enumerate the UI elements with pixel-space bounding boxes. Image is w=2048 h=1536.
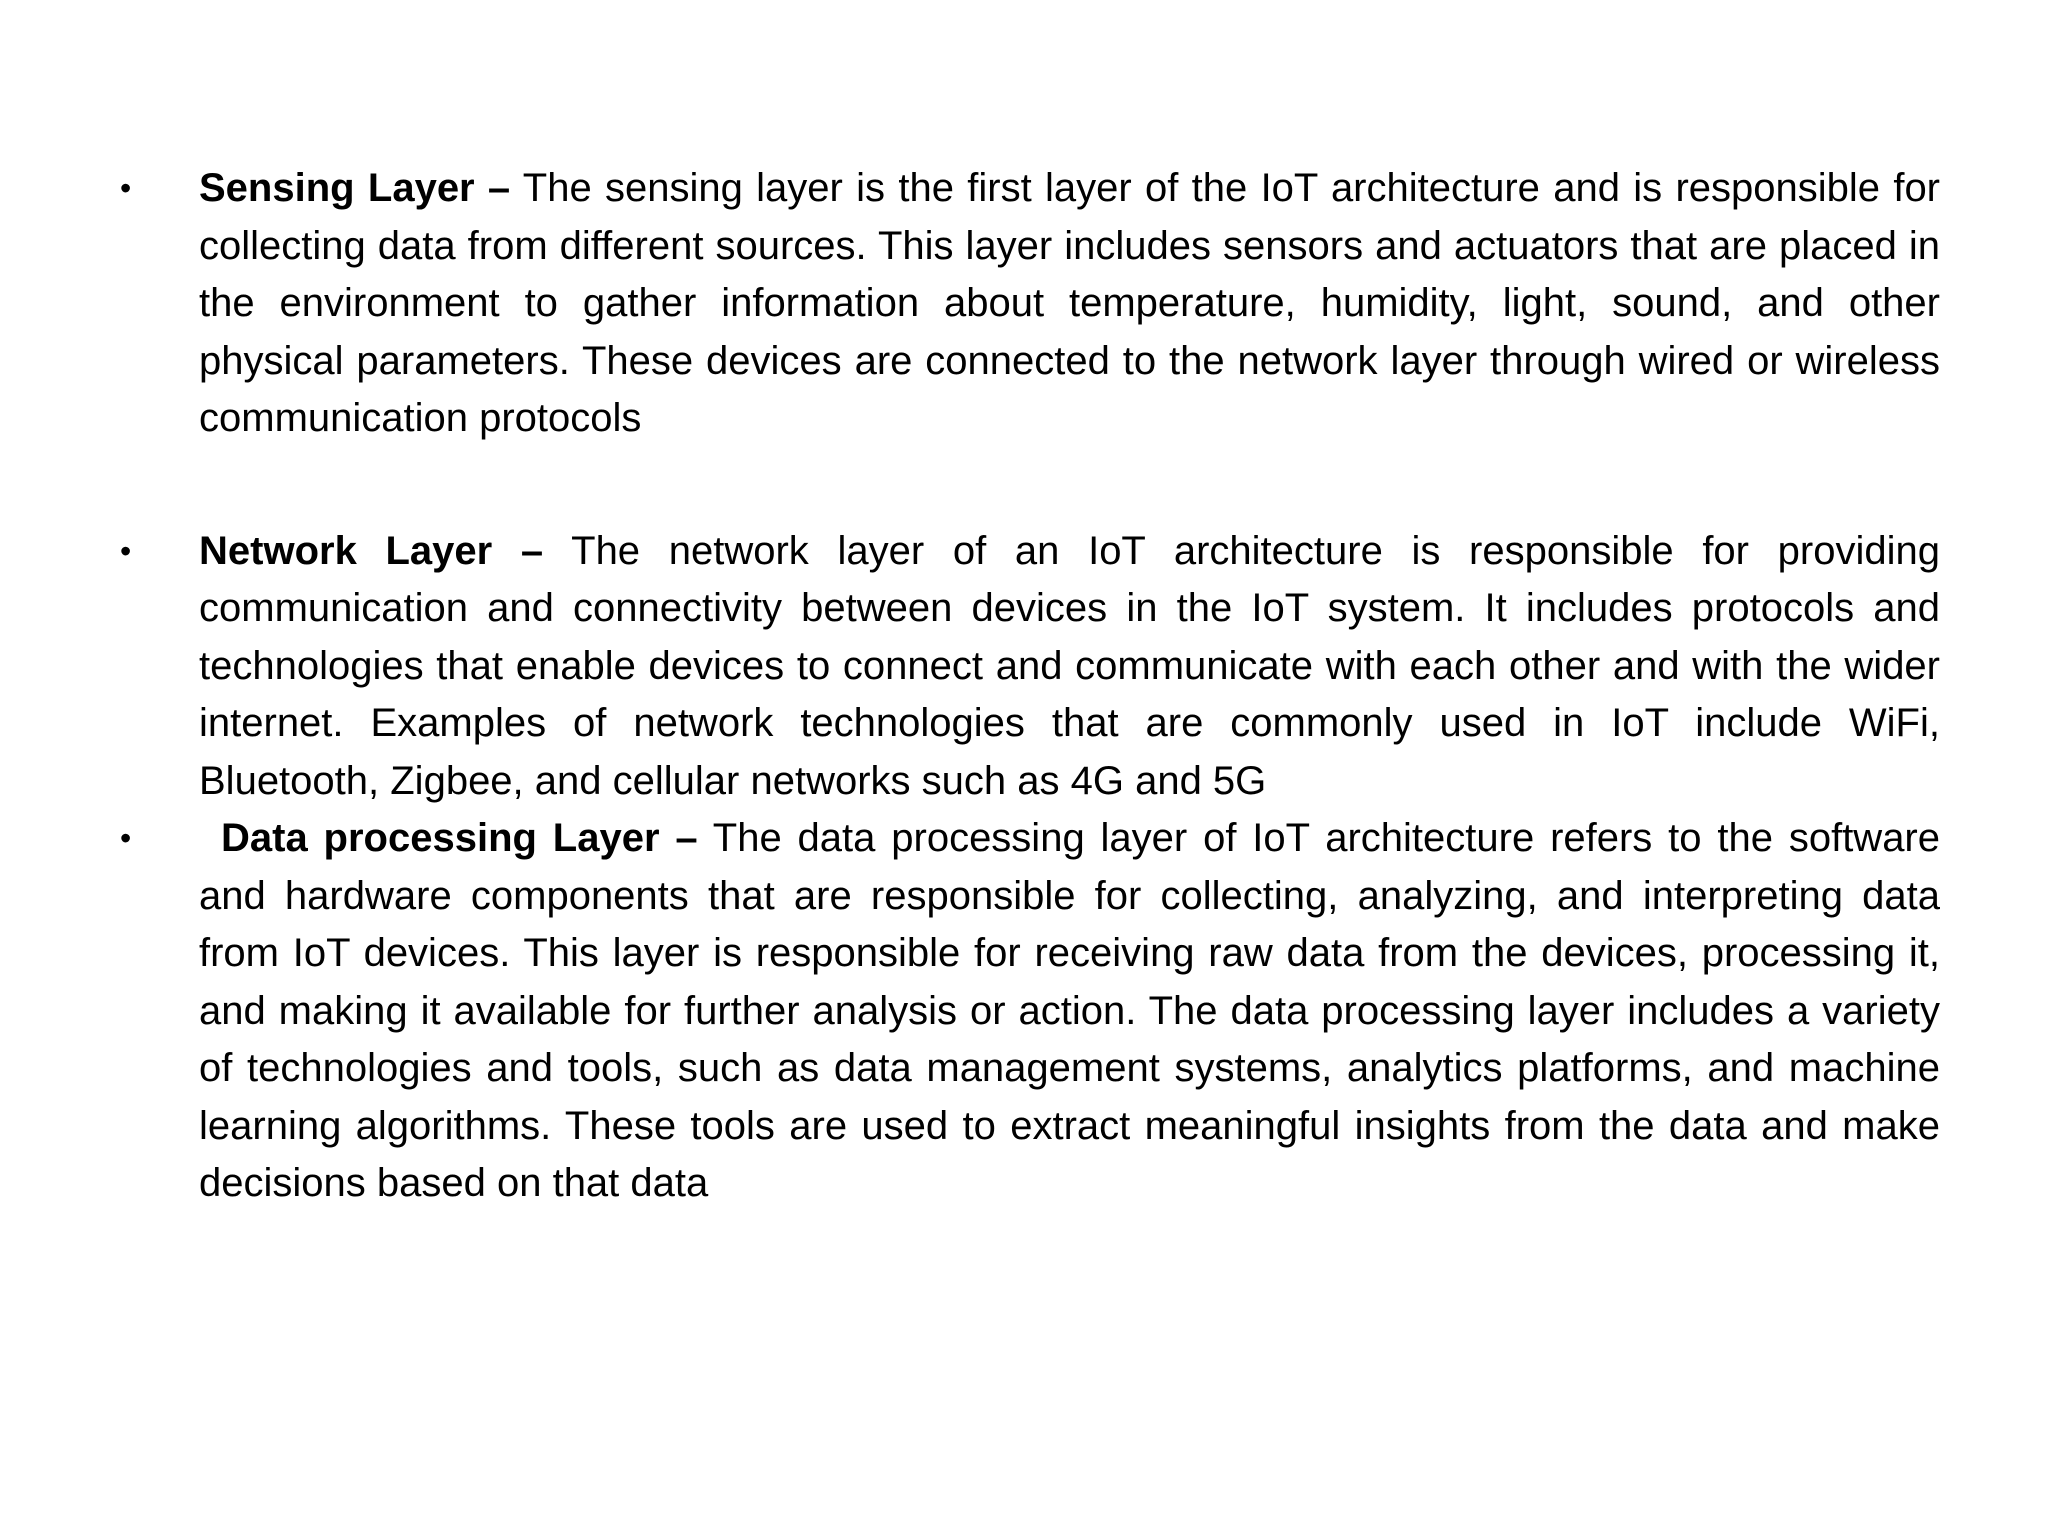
bullet-title: Data processing Layer – xyxy=(221,816,698,860)
bullet-dot-icon: • xyxy=(120,532,132,569)
bullet-dot-icon: • xyxy=(120,820,132,856)
bullet-text: The sensing layer is the first layer of the IoT architecture and is responsible for collecting data from different sources. This layer includes sensors and actuators that are placed in the environment to gather information about temperature, humidity, light, sound, and other physical parameters. These devices are connected to the network layer through wired or wireless communication protocols xyxy=(199,166,1941,440)
bullet-dot-icon: • xyxy=(120,170,132,206)
bullet-list xyxy=(120,160,1940,1213)
bullet-item-data-processing-layer xyxy=(120,810,1940,1213)
bullet-item-sensing-layer xyxy=(120,160,1940,448)
bullet-title: Network Layer – xyxy=(199,528,544,573)
bullet-text: The data processing layer of IoT architecture refers to the software and hardware components that are responsible for collecting, analyzing, and interpreting data from IoT devices. This layer is responsible for receiving raw data from the devices, processing it, and making it available for further analysis or action. The data processing layer includes a variety of technologies and tools, such as data management systems, analytics platforms, and machine learning algorithms. These tools are used to extract meaningful insights from the data and make decisions based on that data xyxy=(199,816,1941,1205)
bullet-item-network-layer xyxy=(120,523,1940,811)
bullet-title: Sensing Layer – xyxy=(199,166,511,210)
bullet-text: The network layer of an IoT architecture is responsible for providing communication and connectivity between devices in the IoT system. It includes protocols and technologies that enable devices to connect and communicate with each other and with the wider internet. Examples of network technologies that are commonly used in IoT include WiFi, Bluetooth, Zigbee, and cellular networks such as 4G and 5G xyxy=(199,528,1940,803)
